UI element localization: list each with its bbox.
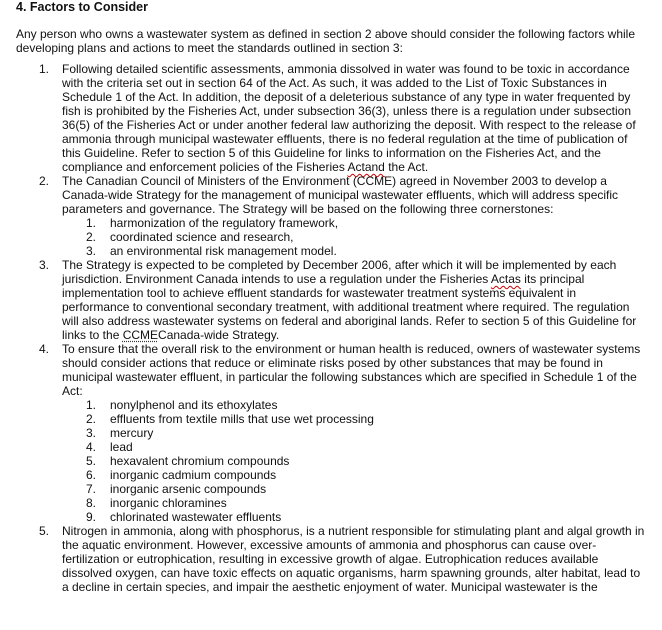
sub-list-number: 4. [86,440,97,454]
sub-list-item [62,216,646,230]
list-item-text: Nitrogen in ammonia, along with phosphorus, is a nutrient responsible for stimulating plant and algal growth in the aquatic environment. However, excessive amounts of ammonia and phosphorus can cause over-fertilization or eutrophication, resulting in excessive growth of algae. Eutrophication reduces available dissolved oxygen, can have toxic effects on aquatic organisms, harm spawning grounds, alter habitat, lead to a decline in certain species, and impair the aesthetic enjoyment of water. Municipal wastewater is the [62,524,645,594]
sub-list-text: inorganic cadmium compounds [110,468,277,482]
list-item-text: Following detailed scientific assessments, ammonia dissolved in water was found to be toxic in accordance with the criteria set out in section 64 of the Act. As such, it was added to the List of Toxic Substances in Schedule 1 of the Act. In addition, the deposit of a deleterious substance of any type in water frequented by fish is prohibited by the Fisheries Act, under subsection 36(3), unless there is a regulation under subsection 36(5) of the Fisheries Act or under another federal law authorizing the deposit. With respect to the release of ammonia through municipal wastewater effluents, there is no federal regulation at the time of publication of this Guideline. Refer to section 5 of this Guideline for links to information on the Fisheries Act, and the compliance and enforcement policies of the Fisheries [62,62,636,174]
list-item [16,524,646,594]
list-item-number: 4. [39,342,50,356]
list-item-text: the Act. [384,160,429,174]
list-item-number: 5. [39,524,50,538]
section-heading: 4. Factors to Consider [16,0,148,14]
list-item-text: The Strategy is expected to be completed by December 2006, after which it will be implemented by each jurisdiction. Environment Canada intends to use a regulation under the Fisheries [62,258,617,286]
sub-list-item [62,412,646,426]
sub-list-number: 2. [86,230,97,244]
list-item [16,258,646,342]
list-item-number: 1. [39,62,50,76]
ccme-link[interactable]: CCME [122,328,159,342]
sub-list-number: 5. [86,454,97,468]
sub-list-number: 7. [86,482,97,496]
list-item [16,174,646,258]
sub-list-text: nonylphenol and its ethoxylates [110,398,278,412]
list-item [16,342,646,524]
sub-list-item [62,482,646,496]
sub-list-item [62,468,646,482]
sub-list-text: an environmental risk management model. [110,244,337,258]
sub-list-item [62,230,646,244]
spellcheck-word[interactable]: Actand [347,160,385,174]
sub-list-text: effluents from textile mills that use wet processing [110,412,374,426]
sub-list-text: coordinated science and research, [110,230,294,244]
sub-list-text: inorganic arsenic compounds [110,482,267,496]
sub-list-text: inorganic chloramines [110,496,227,510]
sub-list-text: mercury [110,426,154,440]
sub-list-item [62,510,646,524]
sub-list-number: 9. [86,510,97,524]
list-item-number: 3. [39,258,50,272]
spellcheck-word[interactable]: Actas [490,272,521,286]
factors-list [16,62,646,594]
sub-list-text: chlorinated wastewater effluents [110,510,282,524]
sub-list-item [62,496,646,510]
list-item-number: 2. [39,174,50,188]
intro-paragraph: Any person who owns a wastewater system as defined in section 2 above should consider the following factors while developing plans and actions to meet the standards outlined in section 3: [16,27,636,55]
sub-list-item [62,440,646,454]
substances-list [62,398,646,524]
cornerstones-list [62,216,646,258]
sub-list-item [62,454,646,468]
sub-list-number: 2. [86,412,97,426]
sub-list-number: 1. [86,398,97,412]
sub-list-item [62,398,646,412]
sub-list-item [62,244,646,258]
sub-list-text: lead [110,440,133,454]
list-item-text: its principal implementation tool to achieve effluent standards for wastewater treatment systems equivalent in performance to conventional secondary treatment, with additional treatment where required. The regulation will also address wastewater systems on federal and aboriginal lands. Refer to section 5 of this Guideline for links to the [62,272,637,342]
sub-list-number: 1. [86,216,97,230]
list-item-text: Canada-wide Strategy. [158,328,280,342]
list-item-text: To ensure that the overall risk to the environment or human health is reduced, owners of wastewater systems should consider actions that reduce or eliminate risks posed by other substances that may be found in municipal wastewater effluent, in particular the following substances which are specified in Schedule 1 of the Act: [62,342,641,398]
sub-list-number: 3. [86,244,97,258]
sub-list-number: 3. [86,426,97,440]
sub-list-number: 6. [86,468,97,482]
sub-list-item [62,426,646,440]
sub-list-text: harmonization of the regulatory framework, [110,216,339,230]
sub-list-text: hexavalent chromium compounds [110,454,290,468]
sub-list-number: 8. [86,496,97,510]
list-item-text: The Canadian Council of Ministers of the Environment (CCME) agreed in November 2003 to develop a Canada-wide Strategy for the management of municipal wastewater effluents, which will address specific parameters and governance. The Strategy will be based on the following three cornerstones: [62,174,619,216]
list-item [16,62,646,174]
